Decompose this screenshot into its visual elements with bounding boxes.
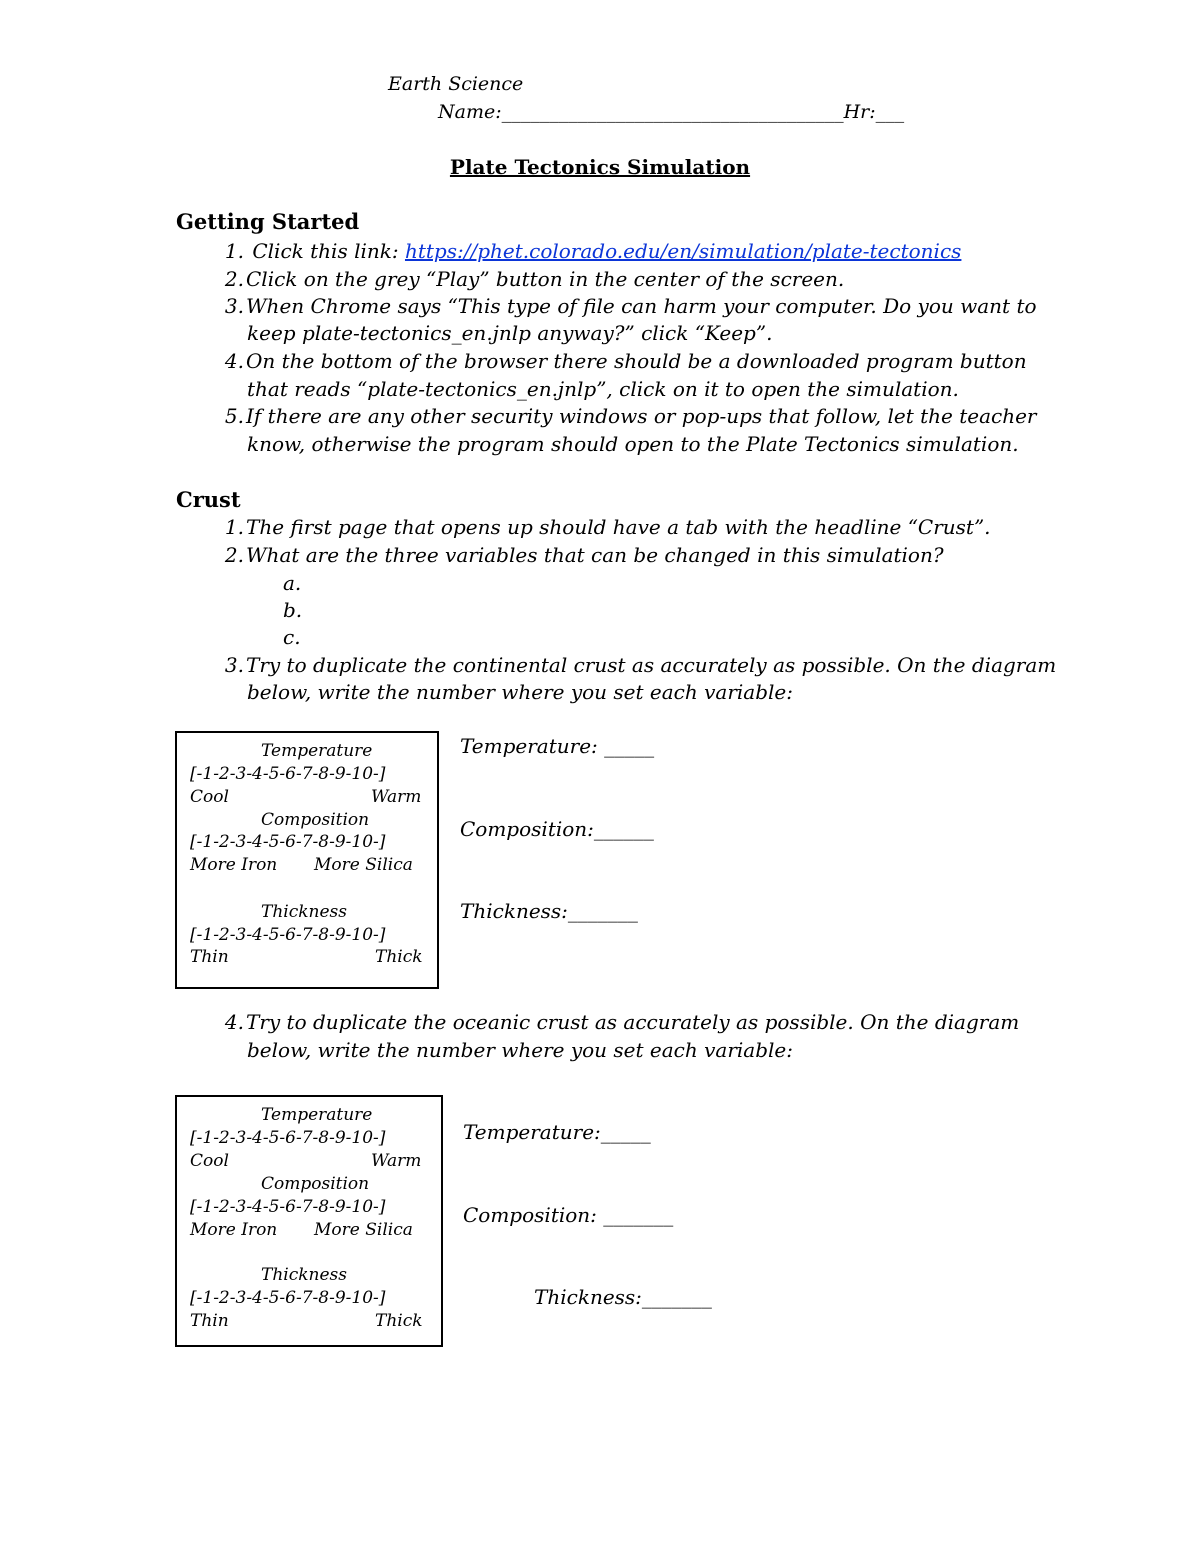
step-3: 3. When Chrome says “This type of file can harm your computer. Do you want to (224, 294, 1037, 318)
composition-label: Composition (261, 810, 370, 830)
more-iron-label: More Iron (190, 1220, 278, 1240)
page-title: Plate Tectonics Simulation (449, 155, 751, 179)
step-3-cont: keep plate-tectonics_en.jnlp anyway?” click “Keep”. (247, 321, 773, 345)
more-silica-label: More Silica (314, 855, 413, 875)
crust-step-4: 4. Try to duplicate the oceanic crust as accurately as possible. On the diagram (224, 1010, 1020, 1034)
crust-step-3-cont: below, write the number where you set each variable: (247, 680, 793, 704)
course-title: Earth Science (388, 73, 524, 95)
continental-composition-field[interactable]: Composition:______ (460, 817, 654, 841)
continental-thickness-field[interactable]: Thickness:_______ (460, 899, 638, 923)
crust-step-2: 2. What are the three variables that can be changed in this simulation? (224, 543, 944, 567)
name-hour-line: Name:____________________________________Hr:___ (438, 101, 905, 123)
temperature-label: Temperature (261, 1105, 373, 1125)
continental-scale-box (175, 731, 439, 989)
warm-label: Warm (371, 787, 422, 807)
step-2: 2. Click on the grey “Play” button in the center of the screen. (224, 267, 845, 291)
step-4-cont: that reads “plate-tectonics_en.jnlp”, click on it to open the simulation. (247, 377, 959, 401)
phet-link[interactable]: https://phet.colorado.edu/en/simulation/plate-tectonics (404, 239, 962, 263)
cool-label: Cool (190, 787, 229, 807)
crust-step-3: 3. Try to duplicate the continental crust as accurately as possible. On the diagram (224, 653, 1057, 677)
more-silica-label: More Silica (314, 1220, 413, 1240)
thick-label: Thick (375, 947, 423, 967)
step-5: 5. If there are any other security windows or pop-ups that follow, let the teacher (224, 404, 1037, 428)
sub-item-c: c. (283, 625, 301, 649)
thickness-label: Thickness (261, 902, 348, 922)
composition-scale: [-1-2-3-4-5-6-7-8-9-10-] (190, 1197, 386, 1217)
thickness-scale: [-1-2-3-4-5-6-7-8-9-10-] (190, 925, 386, 945)
crust-heading: Crust (176, 487, 241, 512)
cool-label: Cool (190, 1151, 229, 1171)
step-4: 4. On the bottom of the browser there should be a downloaded program button (224, 349, 1027, 373)
getting-started-heading: Getting Started (176, 209, 360, 234)
oceanic-temperature-field[interactable]: Temperature:_____ (463, 1120, 651, 1144)
warm-label: Warm (371, 1151, 422, 1171)
oceanic-scale-box (175, 1095, 443, 1347)
thin-label: Thin (190, 947, 229, 967)
thickness-label: Thickness (261, 1265, 348, 1285)
crust-step-1: 1. The first page that opens up should have a tab with the headline “Crust”. (224, 515, 991, 539)
oceanic-thickness-field[interactable]: Thickness:_______ (534, 1285, 712, 1309)
oceanic-composition-field[interactable]: Composition: _______ (463, 1203, 674, 1227)
sub-item-b: b. (283, 598, 303, 622)
temperature-scale: [-1-2-3-4-5-6-7-8-9-10-] (190, 764, 386, 784)
temperature-scale: [-1-2-3-4-5-6-7-8-9-10-] (190, 1128, 386, 1148)
temperature-label: Temperature (261, 741, 373, 761)
continental-temperature-field[interactable]: Temperature: _____ (460, 734, 655, 758)
step-1: 1. Click this link: https://phet.colorado.edu/en/simulation/plate-tectonics (224, 239, 962, 263)
composition-scale: [-1-2-3-4-5-6-7-8-9-10-] (190, 832, 386, 852)
step-5-cont: know, otherwise the program should open to the Plate Tectonics simulation. (247, 432, 1019, 456)
composition-label: Composition (261, 1174, 370, 1194)
thin-label: Thin (190, 1311, 229, 1331)
more-iron-label: More Iron (190, 855, 278, 875)
crust-step-4-cont: below, write the number where you set each variable: (247, 1038, 793, 1062)
thick-label: Thick (375, 1311, 423, 1331)
thickness-scale: [-1-2-3-4-5-6-7-8-9-10-] (190, 1288, 386, 1308)
sub-item-a: a. (283, 571, 302, 595)
